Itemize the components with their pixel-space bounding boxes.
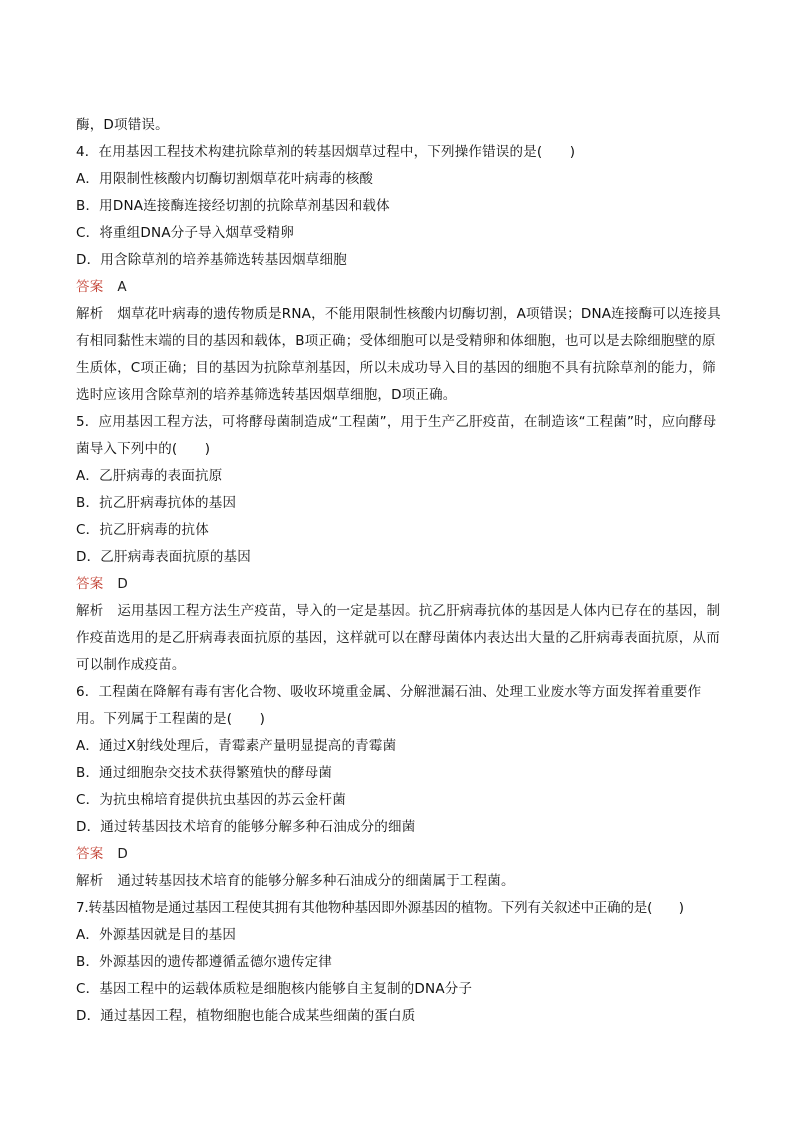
- answer-label: 答案: [76, 846, 104, 862]
- question-6-option-d: D．通过转基因技术培育的能够分解多种石油成分的细菌: [76, 819, 416, 835]
- question-4-option-c: C．将重组DNA分子导入烟草受精卵: [76, 225, 295, 241]
- question-6-option-a: A．通过X射线处理后，青霉素产量明显提高的青霉菌: [76, 738, 397, 754]
- answer-value: A: [117, 279, 127, 295]
- question-5-option-a: A．乙肝病毒的表面抗原: [76, 468, 223, 484]
- question-5-stem: 5．应用基因工程方法，可将酵母菌制造成“工程菌”，用于生产乙肝疫苗，在制造该“工程菌”时，应向酵母菌导入下列中的( ): [76, 414, 717, 457]
- question-6-answer: [76, 841, 726, 868]
- answer-value: D: [117, 576, 129, 592]
- question-7-option-c: C．基因工程中的运载体质粒是细胞核内能够自主复制的DNA分子: [76, 981, 473, 997]
- question-4-analysis: [76, 301, 726, 409]
- document-page: [76, 112, 726, 1030]
- question-5-analysis: [76, 598, 726, 679]
- question-5-option-d: D．乙肝病毒表面抗原的基因: [76, 549, 251, 565]
- question-5-option-b: B．抗乙肝病毒抗体的基因: [76, 495, 237, 511]
- question-5-answer: [76, 571, 726, 598]
- question-7-option-b: B．外源基因的遗传都遵循孟德尔遗传定律: [76, 954, 333, 970]
- answer-value: D: [117, 846, 129, 862]
- question-7-stem: 7.转基因植物是通过基因工程使其拥有其他物种基因即外源基因的植物。下列有关叙述中正确的是( ): [76, 900, 684, 916]
- question-4-option-a: A．用限制性核酸内切酶切割烟草花叶病毒的核酸: [76, 171, 374, 187]
- question-4-stem: 4．在用基因工程技术构建抗除草剂的转基因烟草过程中，下列操作错误的是( ): [76, 144, 576, 160]
- analysis-label: 解析: [76, 306, 104, 322]
- answer-label: 答案: [76, 279, 104, 295]
- analysis-text: 运用基因工程方法生产疫苗，导入的一定是基因。抗乙肝病毒抗体的基因是人体内已存在的基因，制作疫苗选用的是乙肝病毒表面抗原的基因，这样就可以在酵母菌体内表达出大量的乙肝病毒表面抗原，从而可以制作成疫苗。: [76, 603, 721, 673]
- analysis-label: 解析: [76, 873, 104, 889]
- analysis-text: 通过转基因技术培育的能够分解多种石油成分的细菌属于工程菌。: [117, 873, 515, 889]
- question-4-option-d: D．用含除草剂的培养基筛选转基因烟草细胞: [76, 252, 347, 268]
- question-7-option-a: A．外源基因就是目的基因: [76, 927, 237, 943]
- question-6-analysis: [76, 868, 726, 895]
- analysis-label: 解析: [76, 603, 104, 619]
- question-7-option-d: D．通过基因工程，植物细胞也能合成某些细菌的蛋白质: [76, 1008, 416, 1024]
- question-6-option-c: C．为抗虫棉培育提供抗虫基因的苏云金杆菌: [76, 792, 346, 808]
- continued-analysis-line: 酶，D项错误。: [76, 117, 169, 133]
- question-5-option-c: C．抗乙肝病毒的抗体: [76, 522, 209, 538]
- answer-label: 答案: [76, 576, 104, 592]
- question-4-answer: [76, 274, 726, 301]
- question-6-stem: 6．工程菌在降解有毒有害化合物、吸收环境重金属、分解泄漏石油、处理工业废水等方面发挥着重要作用。下列属于工程菌的是( ): [76, 684, 702, 727]
- question-4-option-b: B．用DNA连接酶连接经切割的抗除草剂基因和载体: [76, 198, 390, 214]
- analysis-text: 烟草花叶病毒的遗传物质是RNA，不能用限制性核酸内切酶切割，A项错误；DNA连接酶可以连接具有相同黏性末端的目的基因和载体，B项正确；受体细胞可以是受精卵和体细胞，也可以是去除细胞壁的原生质体，C项正确；目的基因为抗除草剂基因，所以未成功导入目的基因的细胞不具有抗除草剂的能力，筛选时应该用含除草剂的培养基筛选转基因烟草细胞，D项正确。: [76, 306, 721, 403]
- question-6-option-b: B．通过细胞杂交技术获得繁殖快的酵母菌: [76, 765, 333, 781]
